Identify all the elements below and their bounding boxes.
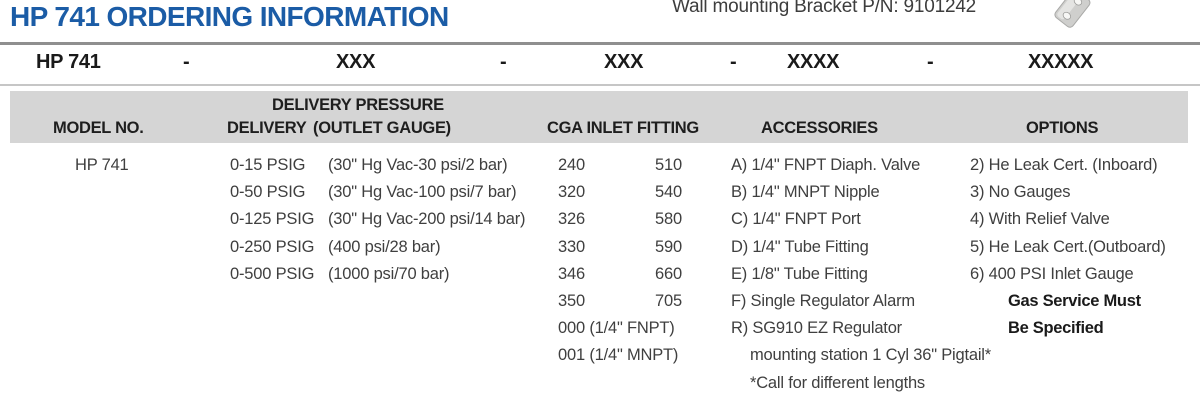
pn-segment: XXX [604,51,644,73]
cga-extra: 001 (1/4" MNPT) [558,346,679,365]
pn-dash: - [730,51,737,73]
option-item: 5) He Leak Cert.(Outboard) [970,237,1166,256]
gauge-value: (30" Hg Vac-200 psi/14 bar) [328,210,526,229]
gauge-value: (30" Hg Vac-100 psi/7 bar) [328,183,517,202]
pn-segment: XXX [336,51,376,73]
delivery-value: 0-250 PSIG [230,237,315,256]
accessory-item: E) 1/8" Tube Fitting [731,264,868,283]
cga-row [558,206,682,233]
cga-code: 580 [655,210,682,229]
column-options [970,152,1166,342]
cga-code: 240 [558,156,585,174]
cga-row [558,288,682,315]
accessory-item: A) 1/4" FNPT Diaph. Valve [731,156,921,174]
column-cga-inlet-fitting [558,152,682,370]
cga-code: 705 [655,292,682,311]
cga-row [558,261,682,288]
accessory-item: R) SG910 EZ Regulator [731,319,902,338]
gauge-value: (30" Hg Vac-30 psi/2 bar) [328,156,508,174]
wall-bracket-note: Wall mounting Bracket P/N: 9101242 [672,0,977,17]
table-header-band [10,91,1188,143]
column-header-model-no: MODEL NO. [53,119,144,137]
gas-service-note-line1: Gas Service Must [1008,292,1141,311]
cga-code: 660 [655,264,682,283]
pn-dash: - [500,51,507,73]
cga-code: 346 [558,264,585,283]
option-item: 3) No Gauges [970,183,1071,202]
cga-code: 330 [558,237,585,256]
column-header-delivery: DELIVERY [227,119,307,137]
cga-row [558,179,682,206]
accessory-item: F) Single Regulator Alarm [731,292,915,311]
delivery-value: 0-50 PSIG [230,183,306,202]
pn-dash: - [927,51,934,73]
gauge-value: (400 psi/28 bar) [328,237,441,256]
column-accessories [731,152,991,397]
cga-code: 510 [655,156,682,174]
option-item: 6) 400 PSI Inlet Gauge [970,264,1134,283]
wall-bracket-icon [1050,0,1108,36]
accessory-footnote: *Call for different lengths [750,373,925,392]
column-outlet-gauge [328,152,525,288]
accessory-item-continuation: mounting station 1 Cyl 36" Pigtail* [750,346,991,365]
delivery-value: 0-15 PSIG [230,156,306,174]
cga-code: 350 [558,292,585,311]
option-item: 4) With Relief Valve [970,210,1110,229]
column-header-outlet-gauge: (OUTLET GAUGE) [313,119,451,137]
column-group-header-delivery-pressure: DELIVERY PRESSURE [272,96,444,114]
gas-service-note-line2: Be Specified [1008,319,1104,338]
model-no-value: HP 741 [75,156,129,174]
cga-code: 320 [558,183,585,202]
cga-row [558,152,682,179]
cga-row [558,234,682,261]
pn-segment: XXXX [787,51,840,73]
pn-segment: XXXXX [1028,51,1094,73]
cga-code: 540 [655,183,682,202]
page-title: HP 741 ORDERING INFORMATION [10,1,449,32]
cga-code: 326 [558,210,585,229]
gauge-value: (1000 psi/70 bar) [328,264,450,283]
divider-band-top [0,84,1200,86]
option-item: 2) He Leak Cert. (Inboard) [970,156,1158,174]
delivery-value: 0-500 PSIG [230,264,315,283]
accessory-item: B) 1/4" MNPT Nipple [731,183,880,202]
accessory-item: C) 1/4" FNPT Port [731,210,861,229]
accessory-item: D) 1/4" Tube Fitting [731,237,869,256]
cga-code: 590 [655,237,682,256]
divider-top [0,42,1200,45]
pn-segment: HP 741 [36,51,101,73]
column-header-accessories: ACCESSORIES [761,119,878,137]
cga-extra: 000 (1/4" FNPT) [558,319,675,338]
column-header-cga-inlet-fitting: CGA INLET FITTING [547,119,699,137]
part-number-row [0,51,1200,81]
column-delivery [230,152,314,288]
column-header-options: OPTIONS [1026,119,1099,137]
pn-dash: - [183,51,190,73]
column-model-no [75,152,129,179]
delivery-value: 0-125 PSIG [230,210,315,229]
